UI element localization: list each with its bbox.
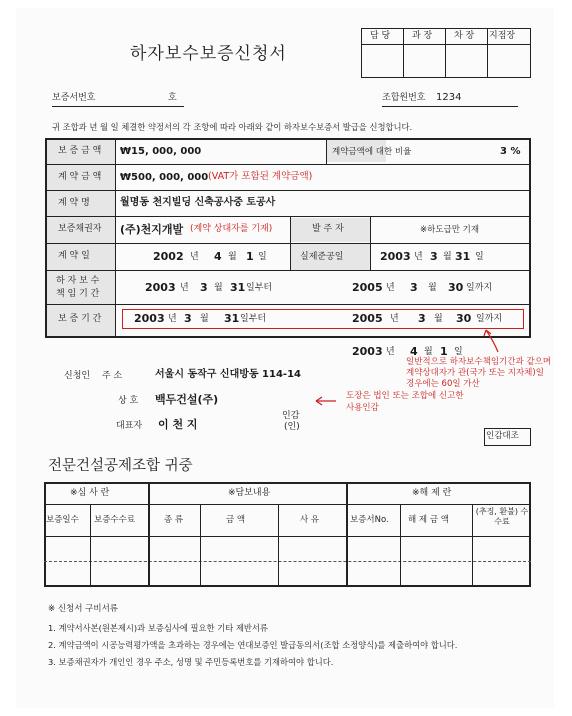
page-title: 하자보수보증신청서 — [130, 44, 287, 64]
guarantee-to-month: 3 — [418, 312, 426, 325]
period-note: 일반적으로 하자보수책임기간과 같으며 계약상대자가 관(국가 또는 지자체)일 경우에는 60일 가산 — [406, 357, 551, 389]
representative-label: 대표자 — [116, 421, 143, 431]
footer-item-1: 1. 계약서사본(원본제시)과 보증심사에 필요한 기타 제반서류 — [48, 623, 268, 633]
obligee-label: 보증채권자 — [58, 224, 102, 234]
completion-date-month: 3 — [430, 250, 438, 263]
contract-date-day-unit: 일 — [258, 252, 267, 262]
seal-note: 도장은 법인 또는 조합에 신고한 사용인감 — [346, 391, 464, 413]
period-note-arrow — [440, 326, 520, 354]
member-no-label: 조합원번호 — [382, 93, 426, 103]
warranty-from-month-unit: 월 — [214, 283, 223, 293]
application-month: 4 — [410, 345, 418, 358]
contractor-value: ※하도급만 기재 — [420, 225, 480, 235]
guarantee-to-year-unit: 년 — [390, 314, 399, 324]
warranty-from-year: 2003 — [145, 281, 176, 294]
warranty-to-year: 2005 — [352, 281, 383, 294]
seal-label: 인감 — [282, 411, 300, 421]
completion-date-label: 실제준공일 — [300, 252, 344, 262]
cert-no-suffix: 호 — [168, 93, 177, 103]
member-no-value: 1234 — [436, 92, 462, 103]
contract-amount-note: (VAT가 포함된 계약금액) — [208, 171, 313, 182]
application-day-unit: 일 — [454, 347, 463, 357]
warranty-from-month: 3 — [200, 281, 208, 294]
guarantee-to-year: 2005 — [352, 312, 383, 325]
contract-amount-label: 계 약 금 액 — [58, 172, 102, 182]
ratio-value: 3 % — [500, 146, 521, 157]
contract-date-year-unit: 년 — [190, 252, 199, 262]
representative-value: 이 천 지 — [158, 418, 198, 431]
obligee-note: (계약 상대자를 기재) — [190, 224, 273, 234]
guarantee-from-month: 3 — [184, 312, 192, 325]
col-amount: 금 액 — [226, 515, 246, 525]
guarantee-to-unit: 일까지 — [476, 314, 503, 324]
guarantee-from-month-unit: 월 — [200, 314, 209, 324]
col-adjusted-fee: (추징, 환불) 수수료 — [475, 507, 529, 526]
amount-value: ₩15, 000, 000 — [120, 146, 202, 157]
warranty-to-month: 3 — [410, 281, 418, 294]
contract-date-month: 4 — [214, 250, 222, 263]
application-year: 2003 — [352, 345, 383, 358]
company-value: 백두건설(주) — [155, 393, 219, 406]
col-type: 종 류 — [164, 515, 184, 525]
obligee-value: (주)천지개발 — [120, 223, 184, 236]
amount-label: 보 증 금 액 — [58, 146, 102, 156]
approval-header-branch: 지점장 — [489, 31, 516, 41]
guarantee-from-year: 2003 — [134, 312, 165, 325]
warranty-to-unit: 일까지 — [466, 283, 493, 293]
contract-name-value: 월명동 천지빌딩 신축공사중 토공사 — [120, 197, 276, 208]
ratio-label: 계약금액에 대한 비율 — [332, 147, 412, 157]
warranty-from-unit: 일부터 — [246, 283, 273, 293]
review-table — [44, 482, 531, 587]
completion-date-day: 31 — [455, 250, 471, 263]
seal-note-arrow — [312, 394, 338, 408]
contractor-label: 발 주 자 — [312, 224, 344, 234]
footer-heading: ※ 신청서 구비서류 — [48, 604, 119, 614]
approval-header-manager: 과 장 — [412, 31, 433, 41]
guarantee-to-day: 30 — [456, 312, 472, 325]
main-form-table — [45, 138, 531, 338]
completion-date-year-unit: 년 — [414, 252, 423, 262]
application-month-unit: 월 — [424, 347, 433, 357]
company-label: 상 호 — [118, 396, 139, 406]
approval-header-staff: 담 당 — [370, 31, 391, 41]
warranty-to-month-unit: 월 — [428, 283, 437, 293]
application-day: 1 — [440, 345, 448, 358]
warranty-from-day: 31 — [230, 281, 246, 294]
approval-header-deputy: 차 장 — [454, 31, 475, 41]
completion-date-year: 2003 — [380, 250, 411, 263]
guarantee-from-year-unit: 년 — [168, 314, 177, 324]
warranty-label-1: 하 자 보 수 — [56, 276, 100, 286]
address-value: 서울시 동작구 신대방동 114-14 — [155, 369, 301, 380]
application-year-unit: 년 — [386, 347, 395, 357]
guarantee-period-label: 보 증 기 간 — [58, 314, 102, 324]
guarantee-to-month-unit: 월 — [434, 314, 443, 324]
contract-date-month-unit: 월 — [228, 252, 237, 262]
col-certificate-no: 보증서No. — [350, 515, 389, 525]
col-guarantee-fee: 보증수수료 — [94, 515, 136, 525]
seal-check-label: 인감대조 — [486, 431, 519, 441]
review-group-header: ※심 사 란 — [70, 488, 110, 498]
completion-date-day-unit: 일 — [475, 252, 484, 262]
col-release-amount: 해 제 금 액 — [408, 515, 449, 525]
collateral-group-header: ※담보내용 — [228, 488, 271, 498]
applicant-label: 신청인 — [64, 371, 91, 381]
seal-mark: (인) — [284, 422, 300, 432]
addressee: 전문건설공제조합 귀중 — [48, 458, 193, 474]
contract-name-label: 계 약 명 — [58, 198, 90, 208]
intro-sentence: 귀 조합과 년 월 일 체결한 약정서의 각 조항에 따라 아래와 같이 하자보수보증서 발급을 신청합니다. — [52, 122, 413, 132]
col-guarantee-days: 보증일수 — [46, 515, 79, 525]
contract-date-label: 계 약 일 — [58, 251, 90, 261]
warranty-from-year-unit: 년 — [180, 283, 189, 293]
warranty-to-day: 30 — [448, 281, 464, 294]
contract-amount-value: ₩500, 000, 000 — [120, 172, 209, 183]
footer-item-3: 3. 보증채권자가 개인인 경우 주소, 성명 및 주민등록번호를 기재하여야 합니다. — [48, 657, 334, 667]
footer-item-2: 2. 계약금액이 시공능력평가액을 초과하는 경우에는 연대보증인 발급동의서(조합 소정양식)를 제출하여야 합니다. — [48, 640, 458, 650]
col-reason: 사 유 — [300, 515, 320, 525]
contract-date-day: 1 — [246, 250, 254, 263]
warranty-label-2: 책 임 기 간 — [56, 289, 100, 299]
guarantee-from-unit: 일부터 — [240, 314, 267, 324]
warranty-to-year-unit: 년 — [386, 283, 395, 293]
release-group-header: ※해 제 란 — [412, 488, 452, 498]
completion-date-month-unit: 월 — [443, 252, 452, 262]
address-label: 주 소 — [102, 371, 123, 381]
guarantee-from-day: 31 — [224, 312, 240, 325]
cert-no-label: 보증서번호 — [52, 93, 96, 103]
contract-date-year: 2002 — [153, 250, 184, 263]
